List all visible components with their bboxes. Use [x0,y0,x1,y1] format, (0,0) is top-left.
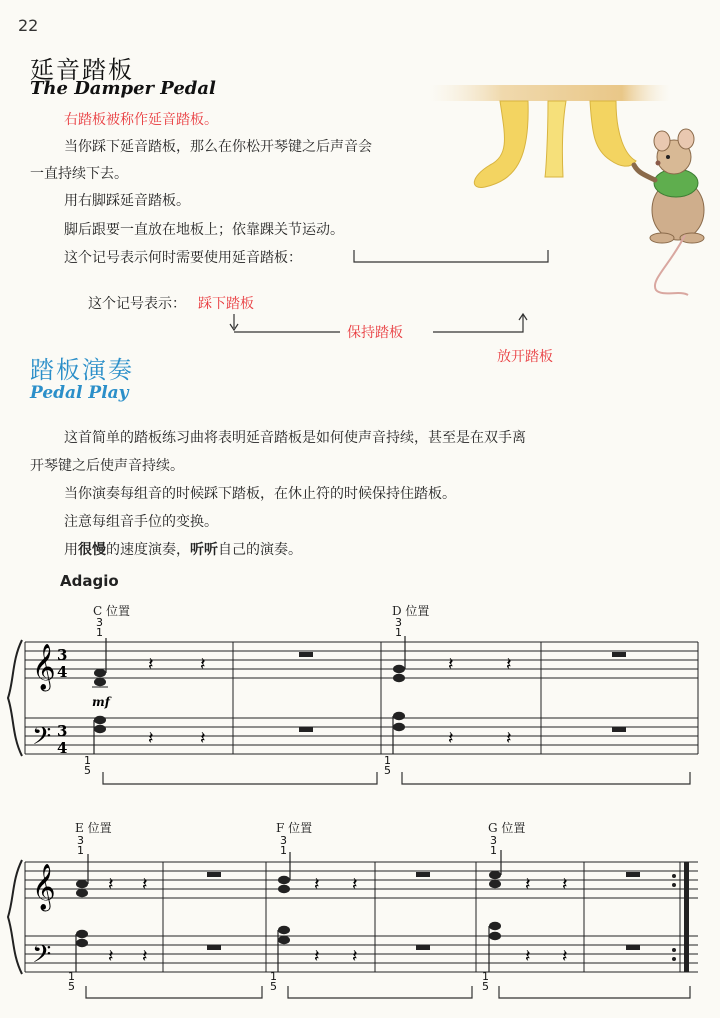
quarter-rest-icon: 𝄽 [352,946,358,967]
whole-rest-icon [299,727,313,732]
position-label-f: F 位置 [276,821,313,835]
note-head [94,678,106,686]
damper-para1-line2: 一直持续下去。 [30,166,128,182]
quarter-rest-icon: 𝄽 [448,728,454,749]
damper-line3: 脚后跟要一直放在地板上；依靠踝关节运动。 [64,222,344,238]
legend-prefix: 这个记号表示： [88,296,186,312]
bass-clef-icon: 𝄢 [32,722,52,757]
time-sig-top: 3 [57,646,68,664]
piano-base [430,85,670,101]
pedal-play-p1-line2: 开琴键之后使声音持续。 [30,458,184,474]
bass-clef-icon: 𝄢 [32,940,52,975]
pedal-play-p1-line1: 这首简单的踏板练习曲将表明延音踏板是如何使声音持续，甚至是在双手离 [64,430,526,446]
quarter-rest-icon: 𝄽 [142,874,148,895]
music-system-1 [0,630,720,800]
damper-line4: 这个记号表示何时需要使用延音踏板： [64,250,302,266]
whole-rest-icon [416,945,430,950]
note-head [94,725,106,733]
whole-rest-icon [207,945,221,950]
pedal-mark [402,772,690,784]
whole-rest-icon [612,652,626,657]
note-head [278,936,290,944]
quarter-rest-icon: 𝄽 [148,728,154,749]
note-head [278,926,290,934]
lh-fingering: 1 5 [84,754,91,777]
page-number: 22 [18,16,39,35]
pedal-play-p3: 注意每组音手位的变换。 [64,514,218,530]
dynamic-mark: mf [92,695,110,709]
note-head [278,876,290,884]
tempo-marking: Adagio [60,572,119,590]
pedal-play-p2: 当你演奏每组音的时候踩下踏板，在休止符的时候保持住踏板。 [64,486,456,502]
whole-rest-icon [207,872,221,877]
mouse-figure [634,129,704,295]
final-barline [684,862,689,972]
treble-clef-icon: 𝄞 [32,864,56,910]
whole-rest-icon [612,727,626,732]
quarter-rest-icon: 𝄽 [506,728,512,749]
quarter-rest-icon: 𝄽 [200,654,206,675]
rh-fingering: 3 1 [77,834,84,857]
pedal-play-title-en: Pedal Play [30,383,129,403]
pedal-mark [86,986,262,998]
note-head [393,665,405,673]
quarter-rest-icon: 𝄽 [562,946,568,967]
note-head [489,922,501,930]
pedal-play-p4 [64,539,302,559]
pedal-play-title-cn: 踏板演奏 [30,356,134,384]
quarter-rest-icon: 𝄽 [562,874,568,895]
piano-pedal-mouse-illustration [430,65,720,305]
rh-fingering: 3 1 [395,616,402,639]
pedal-mark [103,772,377,784]
repeat-dot [672,883,676,887]
repeat-dot [672,874,676,878]
treble-clef-icon: 𝄞 [32,644,56,690]
quarter-rest-icon: 𝄽 [200,728,206,749]
lh-fingering: 1 5 [270,970,277,993]
quarter-rest-icon: 𝄽 [142,946,148,967]
whole-rest-icon [299,652,313,657]
note-head [94,716,106,724]
pedal-middle [545,101,566,177]
p4-text-a: 用 [64,542,78,558]
damper-title-en: The Damper Pedal [30,78,216,99]
rh-fingering: 3 1 [96,616,103,639]
note-head [489,880,501,888]
note-head [94,669,106,677]
whole-rest-icon [626,945,640,950]
time-sig-bottom: 4 [57,663,68,681]
position-label-g: G 位置 [488,821,526,835]
note-head [76,939,88,947]
quarter-rest-icon: 𝄽 [448,654,454,675]
pedal-left [474,101,528,187]
quarter-rest-icon: 𝄽 [314,946,320,967]
quarter-rest-icon: 𝄽 [525,874,531,895]
pedal-mark [288,986,472,998]
whole-rest-icon [416,872,430,877]
damper-para1-line1: 当你踩下延音踏板，那么在你松开琴键之后声音会 [64,139,372,155]
note-head [393,723,405,731]
quarter-rest-icon: 𝄽 [525,946,531,967]
p4-bold-slow: 很慢 [78,542,106,558]
p4-text-e: 自己的演奏。 [218,542,302,558]
note-head [393,674,405,682]
rh-fingering: 3 1 [280,834,287,857]
p4-text-c: 的速度演奏， [106,542,190,558]
grand-staff-brace [8,640,22,756]
legend-press: 踩下踏板 [198,296,254,312]
note-head [489,871,501,879]
quarter-rest-icon: 𝄽 [108,946,114,967]
lh-fingering: 1 5 [68,970,75,993]
position-label-c: C 位置 [93,604,130,618]
repeat-dot [672,948,676,952]
inline-pedal-mark [350,248,555,266]
position-label-e: E 位置 [75,821,112,835]
quarter-rest-icon: 𝄽 [148,654,154,675]
legend-hold: 保持踏板 [347,325,403,341]
note-head [76,889,88,897]
note-head [76,880,88,888]
whole-rest-icon [626,872,640,877]
note-head [393,712,405,720]
note-head [278,885,290,893]
quarter-rest-icon: 𝄽 [506,654,512,675]
lh-fingering: 1 5 [384,754,391,777]
note-head [76,930,88,938]
damper-line2: 用右脚踩延音踏板。 [64,193,190,209]
p4-bold-listen: 听听 [190,542,218,558]
grand-staff-brace [8,860,22,974]
damper-title-cn: 延音踏板 [30,56,134,84]
note-head [489,932,501,940]
pedal-right [590,101,636,166]
lh-fingering: 1 5 [482,970,489,993]
quarter-rest-icon: 𝄽 [314,874,320,895]
repeat-dot [672,957,676,961]
music-system-2 [0,848,720,1018]
rh-fingering: 3 1 [490,834,497,857]
position-label-d: D 位置 [392,604,430,618]
quarter-rest-icon: 𝄽 [352,874,358,895]
legend-release: 放开踏板 [497,349,553,365]
pedal-mark [499,986,690,998]
time-sig-top: 3 [57,722,68,740]
damper-red-line: 右踏板被称作延音踏板。 [64,112,218,128]
time-sig-bottom: 4 [57,739,68,757]
quarter-rest-icon: 𝄽 [108,874,114,895]
